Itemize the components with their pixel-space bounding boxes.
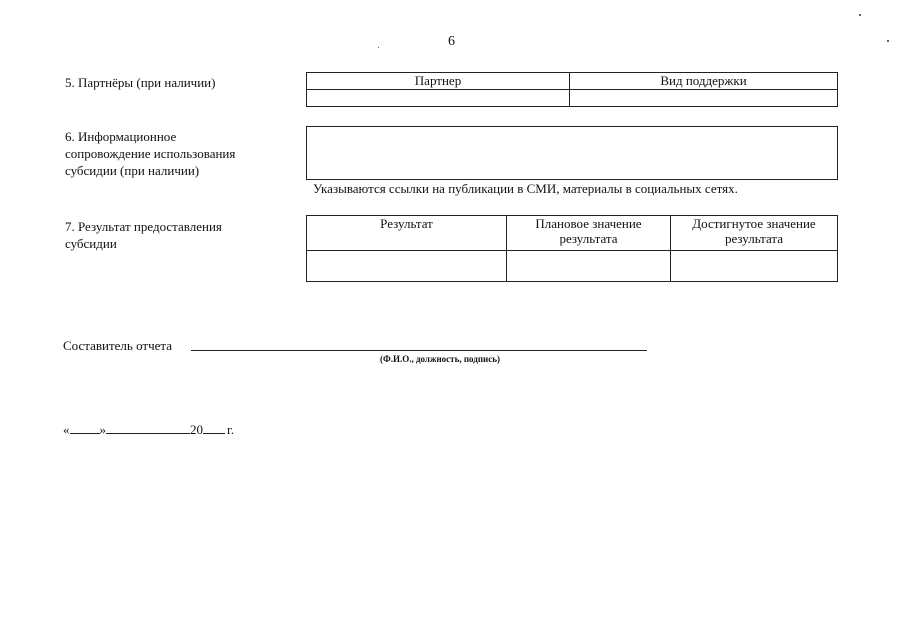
date-line xyxy=(63,421,234,438)
scan-speck xyxy=(887,40,889,42)
page-number: 6 xyxy=(448,34,455,49)
result-cell-achieved[interactable] xyxy=(671,251,838,282)
date-close-quote: » xyxy=(99,422,106,437)
result-col-achieved: Достигнутое значение результата xyxy=(671,216,838,251)
section-result-label xyxy=(65,218,295,252)
section-info-label-line: сопровождение использования xyxy=(65,146,236,161)
date-year-blank[interactable] xyxy=(203,421,225,434)
result-col-result: Результат xyxy=(307,216,507,251)
date-day-blank[interactable] xyxy=(70,421,100,434)
section-result-label-line: 7. Результат предоставления xyxy=(65,219,222,234)
date-suffix: г. xyxy=(227,422,235,437)
partners-cell-partner[interactable] xyxy=(307,90,570,107)
date-year-prefix: 20 xyxy=(190,422,203,437)
result-cell-planned[interactable] xyxy=(507,251,671,282)
signature-label: Составитель отчета xyxy=(63,338,173,353)
date-month-blank[interactable] xyxy=(106,421,190,434)
section-partners-label: 5. Партнёры (при наличии) xyxy=(65,75,216,90)
result-col-planned: Плановое значение результата xyxy=(507,216,671,251)
section-result-label-line: субсидии xyxy=(65,236,117,251)
result-cell-result[interactable] xyxy=(307,251,507,282)
signature-line[interactable] xyxy=(191,350,647,351)
partners-cell-support[interactable] xyxy=(570,90,838,107)
date-open-quote: « xyxy=(63,422,70,437)
info-note: Указываются ссылки на публикации в СМИ, материалы в социальных сетях. xyxy=(313,181,738,196)
partners-table xyxy=(306,72,838,107)
partners-col-partner: Партнер xyxy=(307,73,570,90)
section-info-label-line: 6. Информационное xyxy=(65,129,177,144)
scan-speck xyxy=(378,47,379,48)
partners-col-support: Вид поддержки xyxy=(570,73,838,90)
section-info-label-line: субсидии (при наличии) xyxy=(65,163,200,178)
result-table xyxy=(306,215,838,282)
info-box[interactable] xyxy=(306,126,838,180)
scan-speck xyxy=(859,14,861,16)
section-info-label xyxy=(65,128,295,179)
signature-caption: (Ф.И.О., должность, подпись) xyxy=(380,354,500,364)
